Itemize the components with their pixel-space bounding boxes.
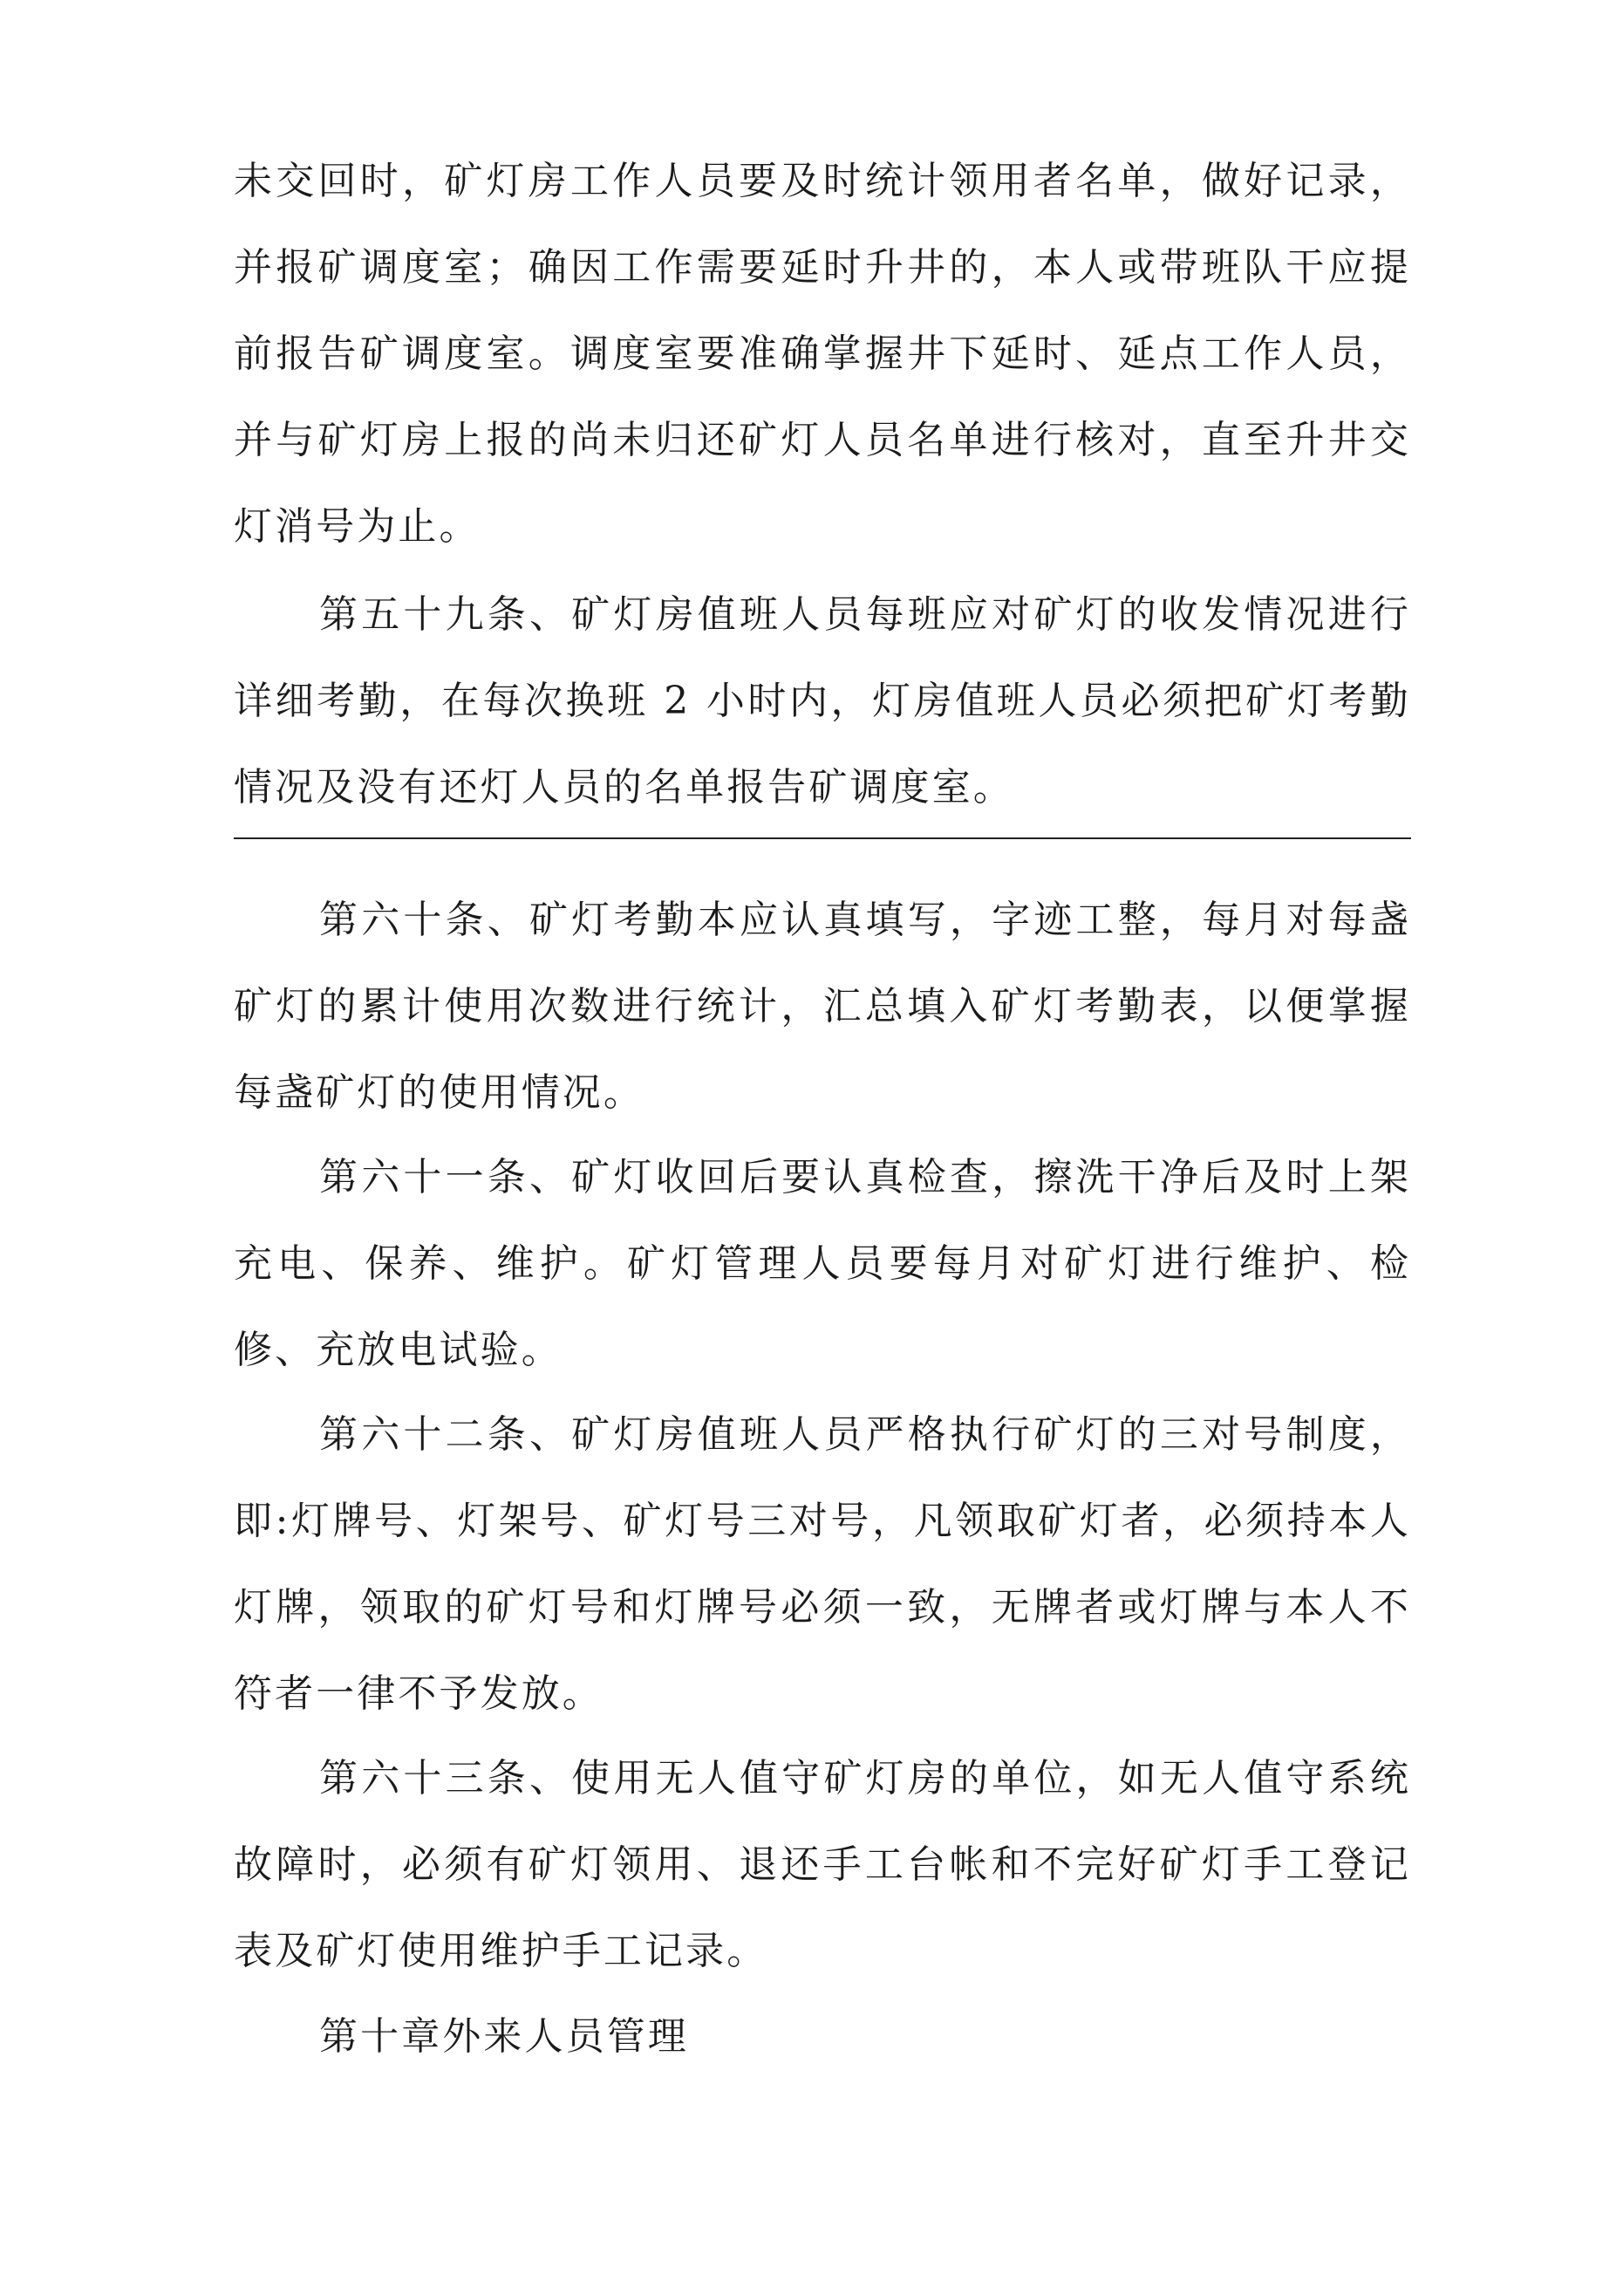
article-63: 第六十三条、使用无人值守矿灯房的单位，如无人值守系统故障时，必须有矿灯领用、退还手工台帐和不完好矿灯手工登记表及矿灯使用维护手工记录。 — [234, 1756, 1411, 1973]
article-62: 第六十二条、矿灯房值班人员严格执行矿灯的三对号制度，即:灯牌号、灯架号、矿灯号三对号，凡领取矿灯者，必须持本人灯牌，领取的矿灯号和灯牌号必须一致，无牌者或灯牌与本人不符者一律不予发放。 — [234, 1412, 1411, 1716]
chapter-heading: 第十章外来人员管理 — [319, 2014, 689, 2059]
article-59: 第五十九条、矿灯房值班人员每班应对矿灯的收发情况进行详细考勤，在每次换班 2 小时内，灯房值班人员必须把矿灯考勤情况及没有还灯人员的名单报告矿调度室。 — [234, 592, 1411, 810]
paragraph-continuation: 未交回时，矿灯房工作人员要及时统计领用者名单，做好记录，并报矿调度室；确因工作需要延时升井的，本人或带班队干应提前报告矿调度室。调度室要准确掌握井下延时、延点工作人员，并与矿灯房上报的尚未归还矿灯人员名单进行核对，直至升井交灯消号为止。 — [234, 159, 1411, 549]
article-61: 第六十一条、矿灯收回后要认真检查，擦洗干净后及时上架充电、保养、维护。矿灯管理人员要每月对矿灯进行维护、检修、充放电试验。 — [234, 1155, 1411, 1372]
article-60: 第六十条、矿灯考勤本应认真填写，字迹工整，每月对每盏矿灯的累计使用次数进行统计，汇总填入矿灯考勤表，以便掌握每盏矿灯的使用情况。 — [234, 898, 1411, 1115]
horizontal-divider — [234, 837, 1411, 839]
